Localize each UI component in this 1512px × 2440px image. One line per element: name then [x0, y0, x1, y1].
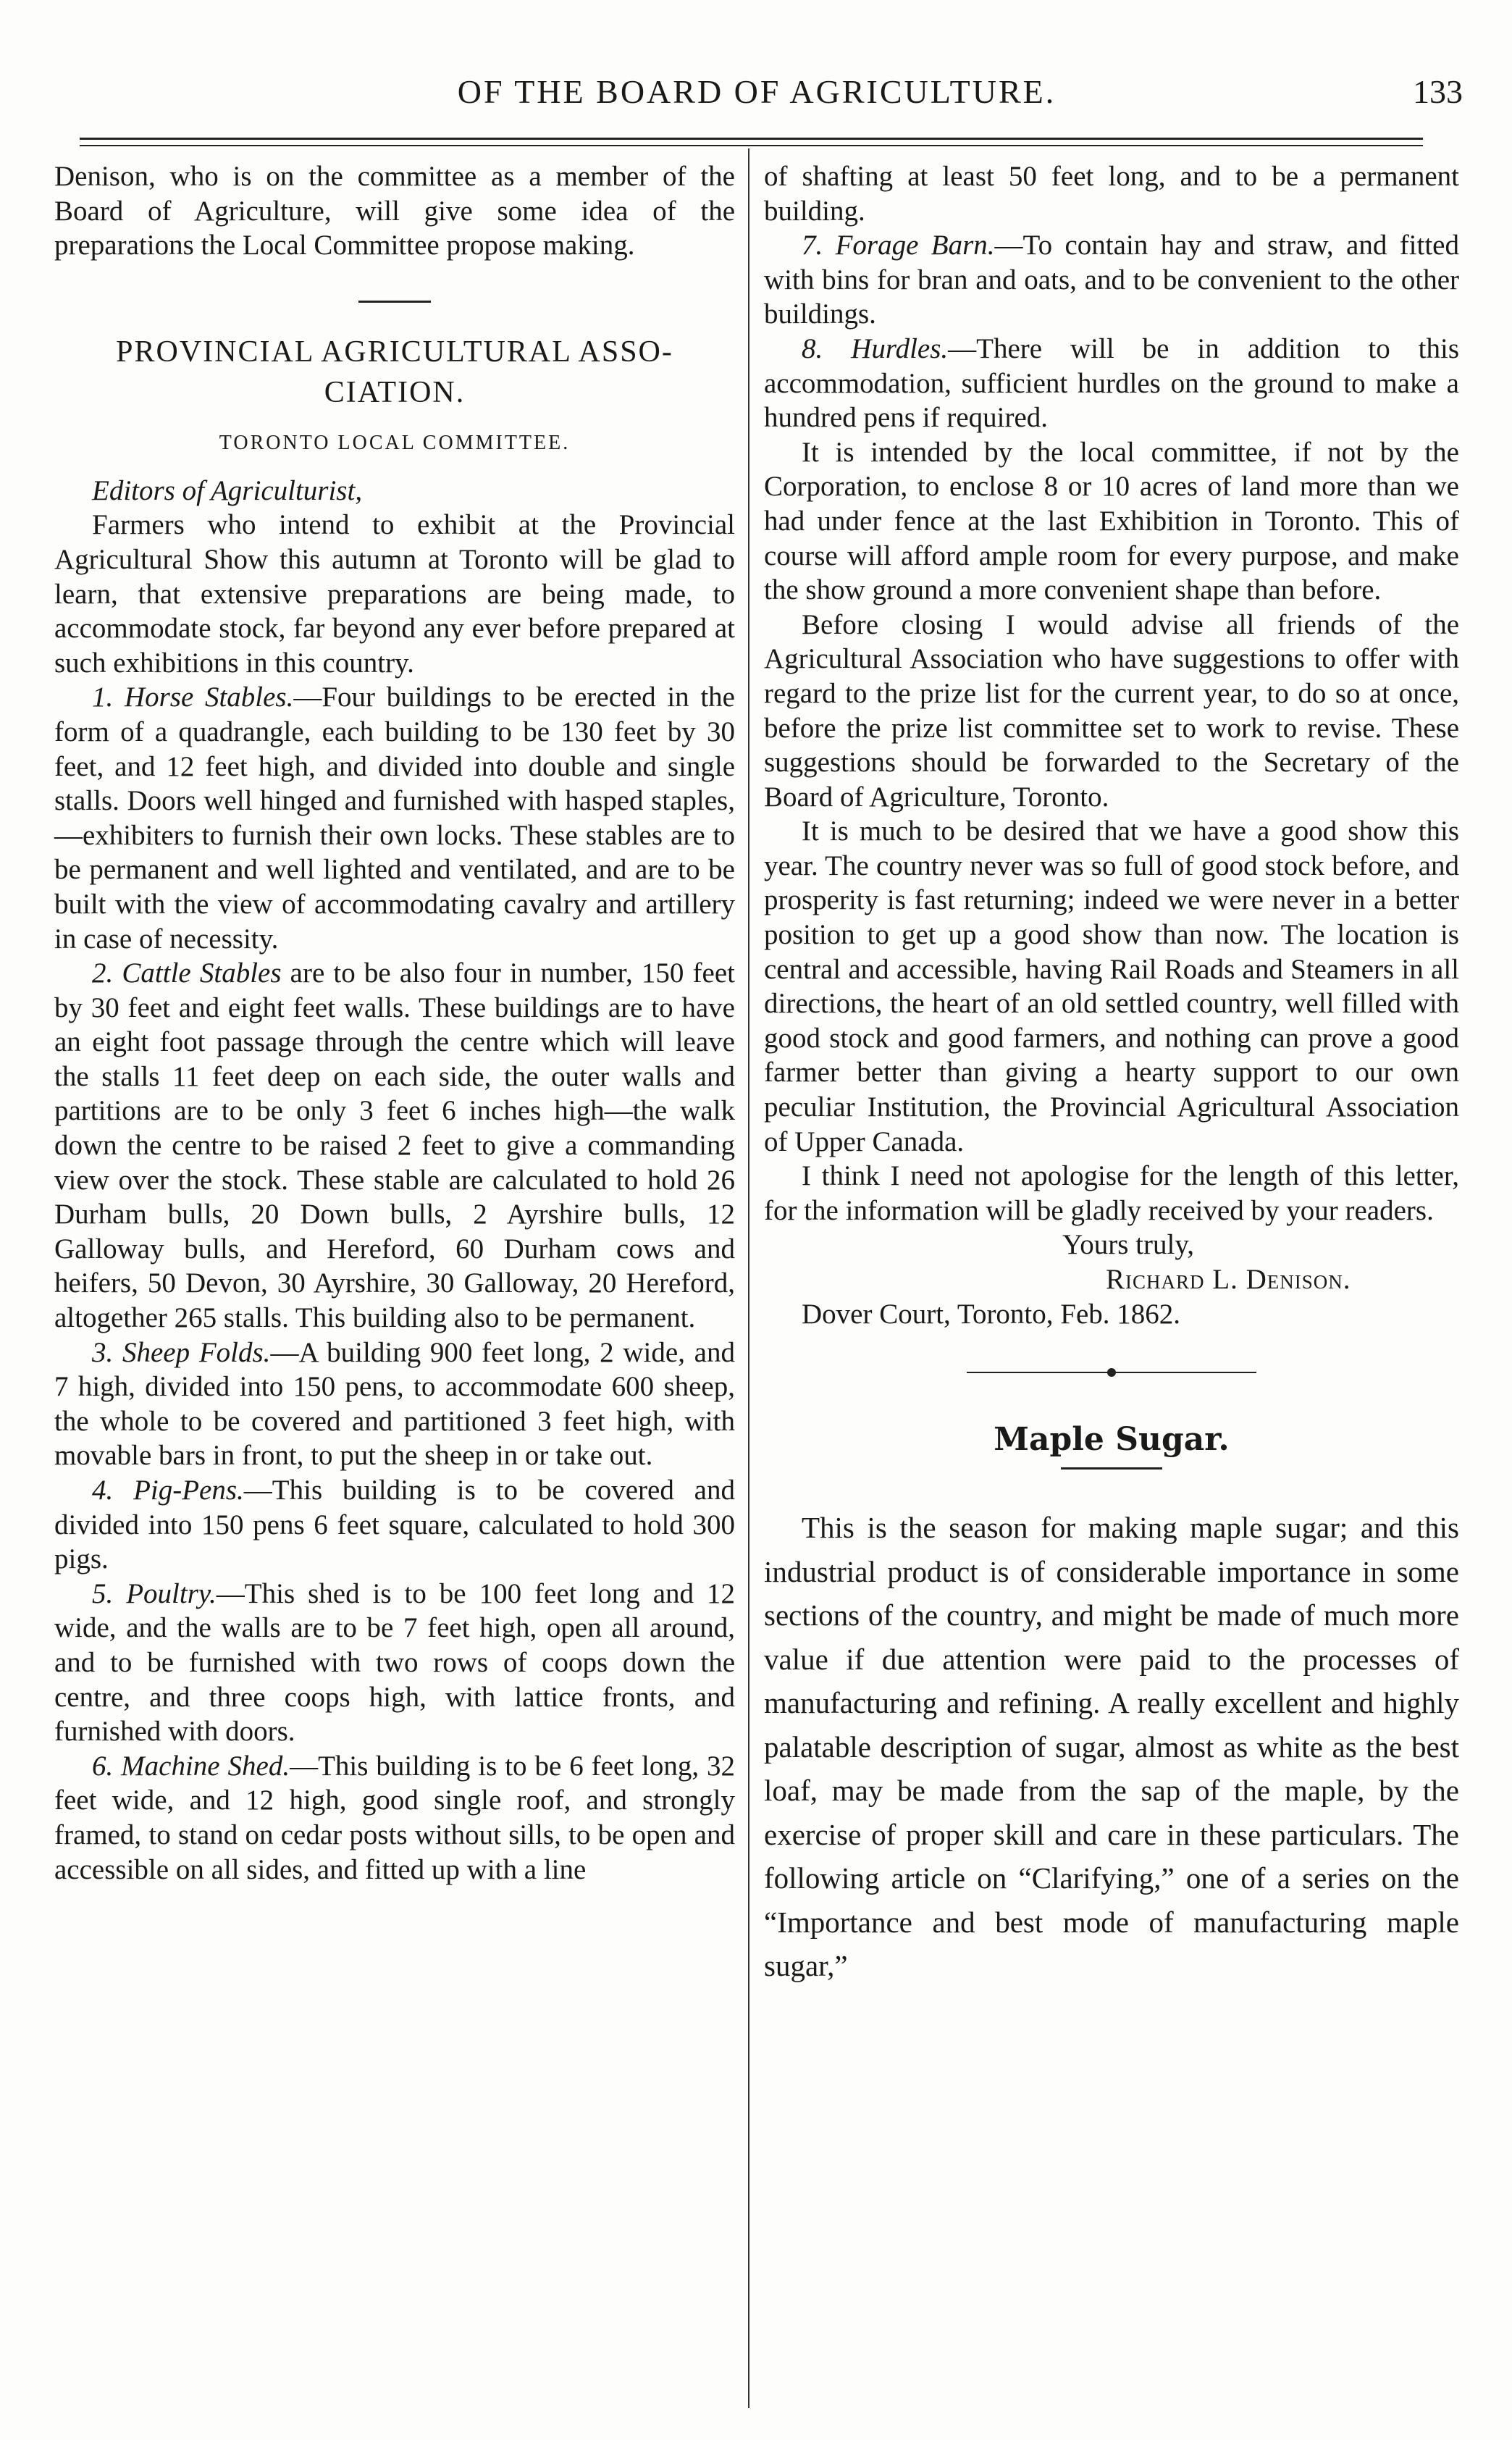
header-rule-top	[80, 138, 1423, 140]
list-item-label: 6. Machine Shed.	[92, 1750, 290, 1782]
list-item-machine-shed	[54, 1749, 735, 1887]
signature: Richard L. Denison.	[1106, 1264, 1351, 1295]
section-separator	[358, 301, 431, 303]
list-item-label: 5. Poultry.	[92, 1577, 217, 1609]
article-title-rule	[1061, 1467, 1162, 1470]
subheading: TORONTO LOCAL COMMITTEE.	[219, 431, 571, 454]
paragraph-apology: I think I need not apologise for the length of this letter, for the information will be gladly received by your readers.	[764, 1160, 1459, 1226]
list-item-sheep-folds	[54, 1336, 735, 1473]
article-paragraph: This is the season for making maple sugar; and this industrial product is of considerable importance in some sections of the country, and might be made of much more value if due attention were paid to the processes of manufacturing and refining. A really excellent and highly palatable description of sugar, almost as white as the best loaf, may be made from the sap of the maple, by the exercise of proper skill and care in these particulars. The following article on “Clarifying,” one of a series on the “Importance and best mode of manufacturing maple sugar,”	[764, 1511, 1459, 1983]
list-item-label: 1. Horse Stables.	[92, 682, 294, 713]
running-title: OF THE BOARD OF AGRICULTURE.	[457, 73, 1057, 110]
list-item-label: 4. Pig-Pens.	[92, 1475, 244, 1506]
list-item-text: —This building is to be covered and divided into 150 pens 6 feet square, calculated to hold 300 pigs.	[54, 1475, 735, 1575]
ornament-rule	[967, 1372, 1256, 1373]
dateline: Dover Court, Toronto, Feb. 1862.	[802, 1298, 1181, 1330]
closing-line: Yours truly,	[1062, 1229, 1195, 1261]
running-head	[51, 72, 1463, 123]
list-item-pig-pens	[54, 1473, 735, 1577]
list-item-horse-stables	[54, 680, 735, 956]
list-item-text: —Four buildings to be erected in the form of a quadrangle, each building to be 130 feet by 30 feet, and 12 feet high, and divided into double and single stalls. Doors well hinged and furnished with hasped staples,—exhibiters to furnish their own locks. These stables are to be permanent and well lighted and ventilated, and are to be built with the view of accommodating cavalry and artillery in case of necessity.	[54, 682, 735, 955]
section-heading-line-1: PROVINCIAL AGRICULTURAL ASSO-	[116, 335, 673, 369]
header-rule-bottom	[80, 145, 1423, 146]
intro-paragraph: Denison, who is on the committee as a member of the Board of Agriculture, will give some idea of the preparations the Local Committee propose making.	[54, 161, 735, 261]
salutation: Editors of Agriculturist,	[92, 474, 363, 506]
paragraph-enclosure: It is intended by the local committee, if not by the Corporation, to enclose 8 or 10 acres of land more than we had under fence at the last Exhibition in Toronto. This of course will afford ample room for every purpose, and make the show ground a more convenient shape than before.	[764, 436, 1459, 606]
list-item-text: —A building 900 feet long, 2 wide, and 7 high, divided into 150 pens, to accommodate 600 sheep, the whole to be covered and partitioned 3 feet high, with movable bars in front, to put the sheep in or take out.	[54, 1336, 735, 1472]
list-item-poultry	[54, 1577, 735, 1749]
left-column	[54, 159, 735, 1887]
list-item-forage-barn	[764, 228, 1459, 332]
list-item-text: are to be also four in number, 150 feet by 30 feet and eight feet walls. These buildings are to have an eight foot passage through the centre which will leave the stalls 11 feet deep on each side, the outer walls and partitions are to be only 3 feet 6 inches high—the walk down the centre to be raised 2 feet to give a commanding view over the stock. These stable are calculated to hold 26 Durham bulls, 20 Down bulls, 2 Ayrshire bulls, 12 Galloway bulls, and Hereford, 60 Durham cows and heifers, 50 Devon, 30 Ayrshire, 30 Galloway, 20 Hereford, altogether 265 stalls. This building also to be permanent.	[54, 957, 735, 1334]
section-heading	[54, 332, 735, 413]
list-item-text: —This building is to be 6 feet long, 32 feet wide, and 12 high, good single roof, and strongly framed, to stand on cedar posts without sills, to be open and accessible on all sides, and fitted up with a line	[54, 1750, 735, 1885]
section-heading-line-2: CIATION.	[324, 375, 466, 409]
list-item-label: 3. Sheep Folds.	[92, 1336, 271, 1368]
right-column	[764, 159, 1459, 1988]
column-divider	[748, 148, 749, 2408]
list-item-text: —This shed is to be 100 feet long and 12 wide, and the walls are to be 7 feet high, open all around, and to be furnished with two rows of coops down the centre, and three coops high, with lattice fronts, and furnished with doors.	[54, 1577, 735, 1748]
list-item-label: 8. Hurdles.	[802, 332, 949, 364]
list-item-cattle-stables	[54, 956, 735, 1336]
paragraph-good-show: It is much to be desired that we have a good show this year. The country never was so full of good stock before, and prosperity is fast returning; indeed we were never in a better position to get up a good show than now. The location is central and accessible, having Rail Roads and Steamers in all directions, the heart of an old settled country, well filled with good stock and good farmers, and nothing can prove a good farmer better than giving a hearty support to our own peculiar Institution, the Provincial Agricultural Association of Upper Canada.	[764, 816, 1459, 1157]
list-item-hurdles	[764, 332, 1459, 435]
page-number: 133	[1413, 73, 1463, 110]
paragraph-prize-list: Before closing I would advise all friends of the Agricultural Association who have suggestions to offer with regard to the prize list for the current year, to do so at once, before the prize list committee set to work to revise. These suggestions should be forwarded to the Secretary of the Board of Agriculture, Toronto.	[764, 608, 1459, 813]
list-item-text: —There will be in addition to this accommodation, sufficient hurdles on the ground to make a hundred pens if required.	[764, 332, 1460, 434]
opening-paragraph: Farmers who intend to exhibit at the Provincial Agricultural Show this autumn at Toronto will be glad to learn, that extensive preparations are being made, to accommodate stock, far beyond any ever before prepared at such exhibitions in this country.	[54, 509, 735, 679]
article-body	[764, 1506, 1459, 1988]
article-title: Maple Sugar.	[994, 1421, 1230, 1459]
list-item-text: —To contain hay and straw, and fitted with bins for bran and oats, and to be convenient to the other buildings.	[764, 230, 1459, 330]
list-item-label: 2. Cattle Stables	[92, 957, 282, 989]
list-item-label: 7. Forage Barn.	[802, 230, 995, 261]
continuation-paragraph: of shafting at least 50 feet long, and to be a permanent building.	[764, 161, 1459, 227]
